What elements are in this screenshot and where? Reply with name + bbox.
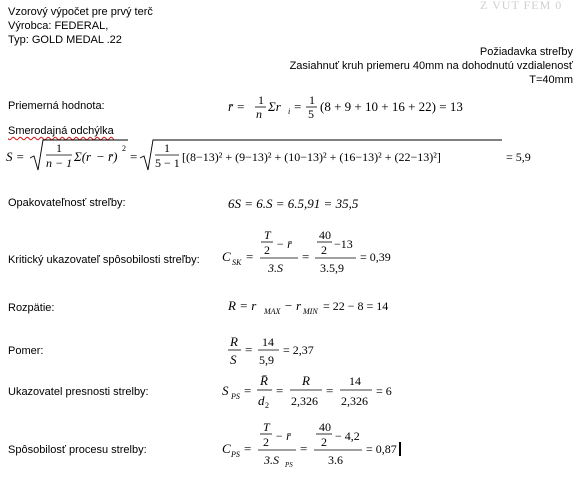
prec-result: = 6	[376, 384, 392, 398]
requirement-tolerance: T=40mm	[529, 74, 573, 86]
span-sub2: MIN	[303, 307, 318, 316]
span-sub1: MAX	[264, 307, 281, 316]
header-type: Typ: GOLD MEDAL .22	[8, 34, 122, 46]
prec-eq3: =	[326, 383, 334, 398]
prec-label: Ukazovatel presnosti strelby:	[8, 386, 149, 398]
crit-num-tail: − r̄	[276, 237, 292, 251]
ratio-num2: 14	[262, 335, 274, 349]
header-manufacturer: Výrobca: FEDERAL,	[8, 20, 109, 32]
std-result: = 5,9	[506, 150, 531, 164]
proc-num2-mid: 2	[321, 435, 327, 449]
proc-den-sub: PS	[285, 461, 293, 469]
proc-lhs: C	[222, 441, 231, 456]
proc-den2: 3.6	[328, 453, 343, 467]
std-eq: =	[130, 149, 138, 164]
mean-sub: i	[288, 107, 291, 116]
mean-frac2-den: 5	[308, 107, 314, 121]
header-title: Vzorový výpočet pre prvý terč	[8, 6, 153, 18]
std-terms: [(8−13)² + (9−13)² + (10−13)² + (16−13)² + (22−13)²]	[182, 150, 441, 164]
crit-eq2: =	[302, 249, 310, 264]
proc-num2-top: 40	[319, 420, 331, 434]
proc-result: = 0,87	[366, 442, 397, 456]
ratio-formula	[228, 332, 348, 375]
mean-frac1-num: 1	[258, 93, 264, 107]
crit-formula-svg	[222, 228, 462, 284]
repeat-label: Opakovateľnosť streľby:	[8, 197, 126, 209]
watermark-text: Z VUT FEM 0	[480, 0, 563, 12]
std-frac-num: 1	[56, 141, 62, 155]
crit-result: = 0,39	[360, 250, 391, 264]
crit-num2-tail: −13	[334, 237, 353, 251]
mean-sum: Σr	[268, 99, 281, 114]
ratio-den2: 5,9	[259, 353, 274, 367]
crit-label: Kritický ukazovateľ spôsobilosti streľby:	[8, 254, 200, 266]
crit-den: 3.S	[268, 261, 283, 275]
mean-frac2-num: 1	[309, 93, 315, 107]
crit-lhs: C	[222, 249, 231, 264]
prec-f1-num: R̄	[260, 373, 268, 388]
proc-top-tail: − r̄	[275, 429, 291, 443]
prec-eq1: =	[244, 383, 252, 398]
std-frac2-den: 5 − 1	[155, 156, 180, 170]
std-formula-svg	[6, 136, 566, 178]
span-label: Rozpätie:	[8, 302, 55, 314]
crit-sub: SK	[232, 258, 242, 267]
mean-frac1-den: n	[256, 107, 262, 121]
proc-top: T	[263, 420, 270, 434]
ratio-den: S	[230, 352, 237, 367]
std-sum-tail: − r̄)	[96, 149, 118, 164]
requirement-description: Zasiahnuť kruh priemeru 40mm na dohodnutú vzdialenosť	[289, 60, 573, 72]
std-frac-den: n − 1	[46, 156, 73, 170]
proc-formula-svg	[222, 420, 422, 476]
ratio-num: R	[230, 334, 238, 349]
std-lhs: S =	[6, 149, 25, 164]
ratio-eq: =	[245, 342, 253, 357]
std-frac2-num: 1	[164, 141, 170, 155]
proc-sub: PS	[231, 450, 240, 459]
prec-formula	[222, 370, 422, 417]
mean-tail: (8 + 9 + 10 + 16 + 22) = 13	[320, 99, 463, 114]
prec-f3-num: 14	[349, 374, 361, 388]
crit-num-top: T	[264, 228, 271, 242]
mean-lhs: r̄ =	[228, 99, 246, 114]
std-sum: Σ(r	[74, 149, 92, 164]
proc-top-den: 2	[263, 435, 269, 449]
crit-num-mid: 2	[264, 243, 270, 257]
prec-f2-num: R	[302, 373, 310, 388]
proc-num2-tail: − 4,2	[335, 429, 360, 443]
ratio-result: = 2,37	[283, 343, 314, 357]
proc-formula	[222, 420, 422, 479]
proc-eq2: =	[300, 441, 308, 456]
crit-num2-top: 40	[319, 228, 331, 242]
prec-f2-den: 2,326	[291, 394, 318, 408]
span-mid: − r	[284, 298, 302, 313]
ratio-formula-svg	[228, 332, 348, 372]
requirement-title: Požiadavka streľby	[479, 46, 573, 58]
prec-formula-svg	[222, 370, 422, 414]
prec-f3-den: 2,326	[341, 394, 368, 408]
ratio-label: Pomer:	[8, 345, 44, 357]
span-formula-svg	[228, 294, 428, 318]
span-tail: = 22 − 8 = 14	[323, 299, 389, 313]
proc-label: Spôsobilosť procesu strelby:	[8, 444, 147, 456]
crit-den2: 3.5,9	[320, 261, 344, 275]
span-lhs: R = r	[228, 298, 257, 313]
prec-sub: PS	[231, 392, 240, 401]
mean-label: Priemerná hodnota:	[8, 100, 105, 112]
proc-den: 3.S	[264, 453, 279, 467]
mean-formula-svg	[228, 92, 468, 122]
crit-formula	[222, 228, 462, 287]
mean-formula	[228, 92, 468, 122]
span-formula	[228, 294, 428, 321]
repeat-formula: 6S = 6.S = 6.5,91 = 35,5	[228, 196, 359, 211]
std-label-text: Smerodajná odchýlka	[8, 125, 114, 137]
crit-eq: =	[246, 249, 254, 264]
prec-f1-den-sub: 2	[265, 401, 269, 410]
mean-eq: =	[294, 99, 302, 114]
proc-eq1: =	[244, 441, 252, 456]
prec-f1-den: d	[258, 393, 265, 408]
std-formula	[6, 136, 566, 181]
prec-eq2: =	[276, 383, 284, 398]
text-cursor	[399, 442, 401, 456]
prec-lhs: S	[222, 383, 229, 398]
crit-num2-mid: 2	[321, 243, 327, 257]
std-sq: 2	[122, 144, 126, 153]
